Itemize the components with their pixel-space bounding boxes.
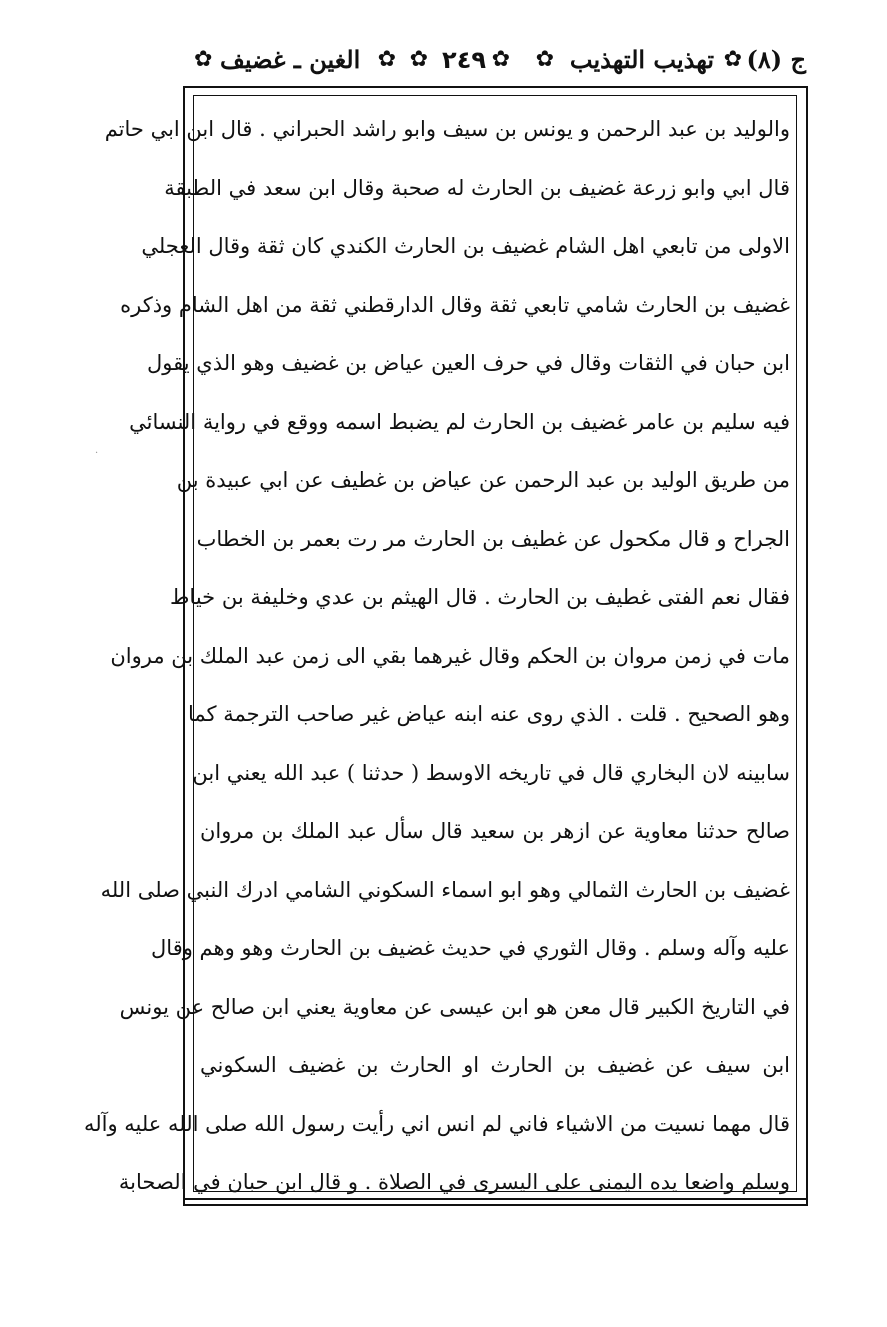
bottom-rule [183, 1198, 808, 1200]
text-line: في التاريخ الكبير قال معن هو ابن عيسى عن معاوية يعني ابن صالح عن يونس [119, 994, 790, 1019]
ornament-icon: ✿ [535, 47, 554, 72]
scan-speck: · [95, 448, 99, 459]
text-line: والوليد بن عبد الرحمن و يونس بن سيف وابو راشد الحبراني . قال ابن ابي حاتم [104, 117, 790, 141]
ornament-icon: ✿ [491, 47, 510, 72]
text-line: غضيف بن الحارث الثمالي وهو ابو اسماء السكوني الشامي ادرك النبي صلى الله [100, 877, 790, 902]
ornament-icon: ✿ [377, 47, 396, 72]
text-line: وهو الصحيح . قلت . الذي روى عنه ابنه عياض غير صاحب الترجمة كما [188, 702, 790, 726]
text-line: غضيف بن الحارث شامي تابعي ثقة وقال الدارقطني ثقة من اهل الشام وذكره [120, 292, 790, 317]
text-line: الجراح و قال مكحول عن غطيف بن الحارث مر رت بعمر بن الخطاب [196, 526, 790, 551]
text-line: صالح حدثنا معاوية عن ازهر بن سعيد قال سأل عبد الملك بن مروان [200, 819, 790, 843]
body-text [83, 100, 790, 1212]
text-line: قال ابي وابو زرعة غضيف بن الحارث له صحبة وقال ابن سعد في الطبقة [164, 175, 790, 200]
text-line: مات في زمن مروان بن الحكم وقال غيرهما بقي الى زمن عبد الملك بن مروان [110, 643, 790, 668]
text-line: وسلم واضعا يده اليمنى على اليسرى في الصلاة . و قال ابن حبان في الصحابة [118, 1170, 790, 1194]
volume-label: ج (٨) [746, 45, 806, 74]
page-header [186, 38, 806, 88]
text-line: ابن سيف عن غضيف بن الحارث او الحارث بن غضيف السكوني [200, 1053, 790, 1077]
text-line: من طريق الوليد بن عبد الرحمن عن عياض بن غطيف عن ابي عبيدة بن [176, 468, 790, 492]
ornament-icon: ✿ [723, 47, 742, 72]
page-number: ٢٤٩ [442, 46, 486, 74]
ornament-icon: ✿ [194, 47, 213, 72]
text-line: ابن حبان في الثقات وقال في حرف العين عياض بن غضيف وهو الذي يقول [147, 351, 790, 375]
text-line: فيه سليم بن عامر غضيف بن الحارث لم يضبط اسمه ووقع في رواية النسائي [129, 409, 790, 434]
ornament-icon: ✿ [409, 47, 428, 72]
section-topic: الغين ـ غضيف [220, 45, 361, 74]
book-title: تهذيب التهذيب [569, 45, 714, 74]
text-line: عليه وآله وسلم . وقال الثوري في حديث غضيف بن الحارث وهو وهم وقال [151, 936, 790, 960]
text-line: قال مهما نسيت من الاشياء فاني لم انس اني رأيت رسول الله صلى الله عليه وآله [83, 1111, 790, 1136]
text-line: الاولى من تابعي اهل الشام غضيف بن الحارث الكندي كان ثقة وقال العجلي [141, 234, 790, 258]
text-line: سابينه لان البخاري قال في تاريخه الاوسط ( حدثنا ) عبد الله يعني ابن [192, 760, 790, 785]
text-line: فقال نعم الفتى غطيف بن الحارث . قال الهيثم بن عدي وخليفة بن خياط [170, 585, 790, 609]
